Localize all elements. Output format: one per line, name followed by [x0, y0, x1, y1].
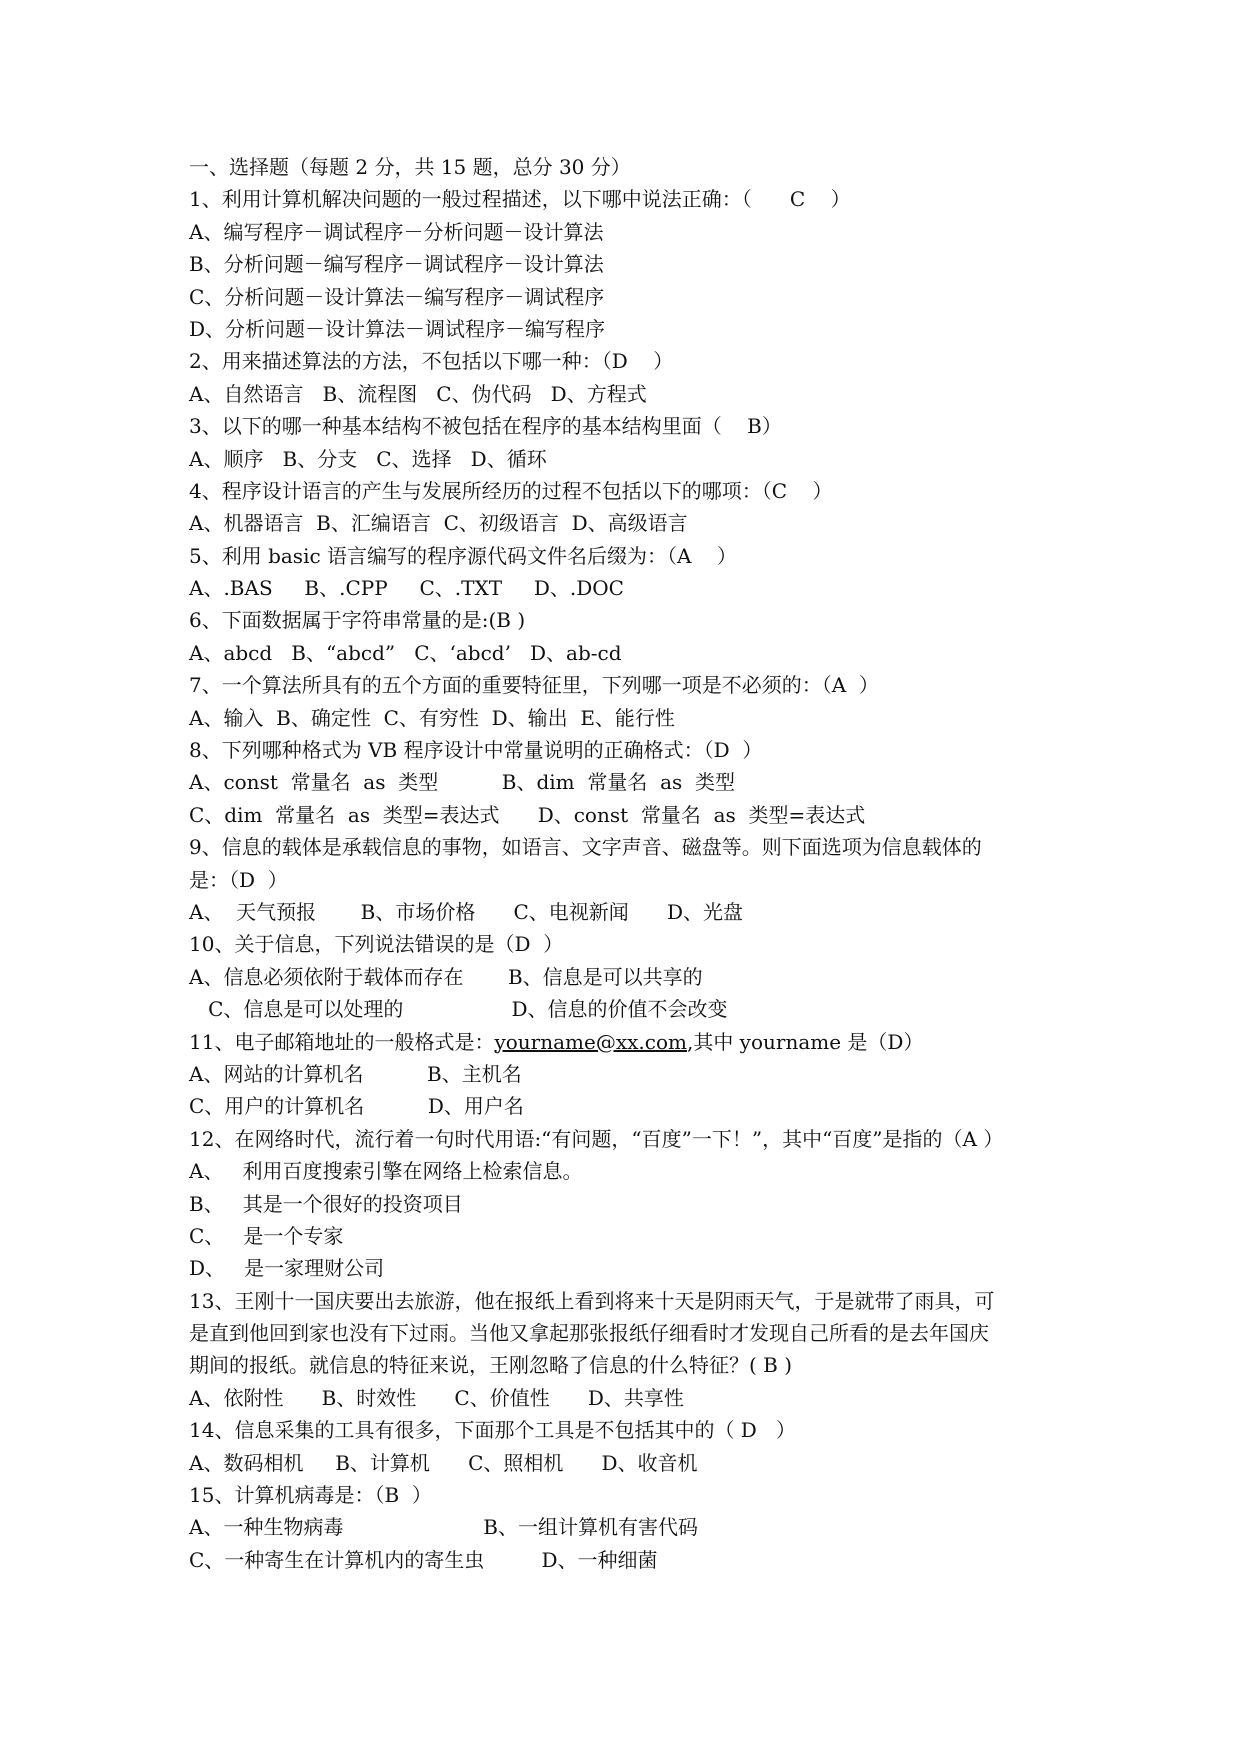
question-5: 5、利用 basic 语言编写的程序源代码文件名后缀为：（A ） — [189, 543, 737, 568]
q11-options-ab: A、网站的计算机名 B、主机名 — [189, 1061, 522, 1086]
question-12: 12、在网络时代，流行着一句时代用语:“有问题，“百度”一下！”，其中“百度”是指的（A ） — [189, 1126, 1004, 1151]
question-10: 10、关于信息，下列说法错误的是（D ） — [189, 932, 564, 957]
q11-suffix: ,其中 yourname 是（D） — [686, 1029, 924, 1054]
question-13-cont-1: 是直到他回到家也没有下过雨。当他又拿起那张报纸仔细看时才发现自己所看的是去年国庆 — [189, 1321, 989, 1346]
q15-options-ab: A、一种生物病毒 B、一组计算机有害代码 — [189, 1515, 699, 1540]
q14-options: A、数码相机 B、计算机 C、照相机 D、收音机 — [189, 1450, 698, 1475]
q11-options-cd: C、用户的计算机名 D、用户名 — [189, 1094, 524, 1119]
q8-options-cd: C、dim 常量名 as 类型=表达式 D、const 常量名 as 类型=表达式 — [189, 802, 866, 827]
question-4: 4、程序设计语言的产生与发展所经历的过程不包括以下的哪项：（C ） — [189, 478, 833, 503]
q15-options-cd: C、一种寄生在计算机内的寄生虫 D、一种细菌 — [189, 1547, 658, 1572]
question-9: 9、信息的载体是承载信息的事物，如语言、文字声音、磁盘等。则下面选项为信息载体的 — [189, 835, 982, 860]
q13-options: A、依附性 B、时效性 C、价值性 D、共享性 — [189, 1385, 684, 1410]
q12-option-b: B、 其是一个很好的投资项目 — [189, 1191, 463, 1216]
question-8: 8、下列哪种格式为 VB 程序设计中常量说明的正确格式：（D ） — [189, 738, 763, 763]
q1-option-b: B、分析问题－编写程序－调试程序－设计算法 — [189, 252, 604, 277]
q12-option-a: A、 利用百度搜索引擎在网络上检索信息。 — [189, 1159, 583, 1184]
question-9-cont: 是：（D ） — [189, 867, 288, 892]
q8-options-ab: A、const 常量名 as 类型 B、dim 常量名 as 类型 — [189, 770, 735, 795]
q1-option-c: C、分析问题－设计算法－编写程序－调试程序 — [189, 284, 605, 309]
question-15: 15、计算机病毒是：（B ） — [189, 1483, 432, 1508]
q9-options: A、 天气预报 B、市场价格 C、电视新闻 D、光盘 — [189, 899, 743, 924]
q12-option-c: C、 是一个专家 — [189, 1223, 344, 1248]
question-2: 2、用来描述算法的方法，不包括以下哪一种：（D ） — [189, 349, 674, 374]
q3-options: A、顺序 B、分支 C、选择 D、循环 — [189, 446, 547, 471]
question-3: 3、以下的哪一种基本结构不被包括在程序的基本结构里面（ B） — [189, 414, 782, 439]
q1-option-d: D、分析问题－设计算法－调试程序－编写程序 — [189, 316, 606, 341]
q10-options-cd: C、信息是可以处理的 D、信息的价值不会改变 — [189, 997, 728, 1022]
question-14: 14、信息采集的工具有很多，下面那个工具是不包括其中的（ D ） — [189, 1418, 796, 1443]
question-1: 1、利用计算机解决问题的一般过程描述，以下哪中说法正确：（ C ） — [189, 187, 851, 212]
q2-options: A、自然语言 B、流程图 C、伪代码 D、方程式 — [189, 381, 647, 406]
question-11 — [189, 1026, 1089, 1058]
question-6: 6、下面数据属于字符串常量的是:(B ) — [189, 608, 526, 633]
question-13: 13、王刚十一国庆要出去旅游，他在报纸上看到将来十天是阴雨天气，于是就带了雨具，可 — [189, 1288, 995, 1313]
q10-options-ab: A、信息必须依附于载体而存在 B、信息是可以共享的 — [189, 964, 703, 989]
q1-option-a: A、编写程序－调试程序－分析问题－设计算法 — [189, 219, 604, 244]
question-13-cont-2: 期间的报纸。就信息的特征来说，王刚忽略了信息的什么特征？( B ) — [189, 1353, 793, 1378]
section-heading: 一、选择题（每题 2 分，共 15 题，总分 30 分） — [189, 155, 631, 179]
q12-option-d: D、 是一家理财公司 — [189, 1256, 385, 1281]
q11-prefix: 11、电子邮箱地址的一般格式是： — [189, 1029, 495, 1054]
question-7: 7、一个算法所具有的五个方面的重要特征里，下列哪一项是不必须的：（A ） — [189, 673, 879, 698]
q4-options: A、机器语言 B、汇编语言 C、初级语言 D、高级语言 — [189, 511, 688, 536]
q7-options: A、输入 B、确定性 C、有穷性 D、输出 E、能行性 — [189, 705, 675, 730]
email-link[interactable]: yourname@xx.com — [494, 1029, 687, 1054]
q6-options: A、abcd B、“abcd” C、‘abcd’ D、ab-cd — [189, 640, 622, 665]
q5-options: A、.BAS B、.CPP C、.TXT D、.DOC — [189, 576, 624, 601]
exam-document — [189, 151, 1089, 1576]
